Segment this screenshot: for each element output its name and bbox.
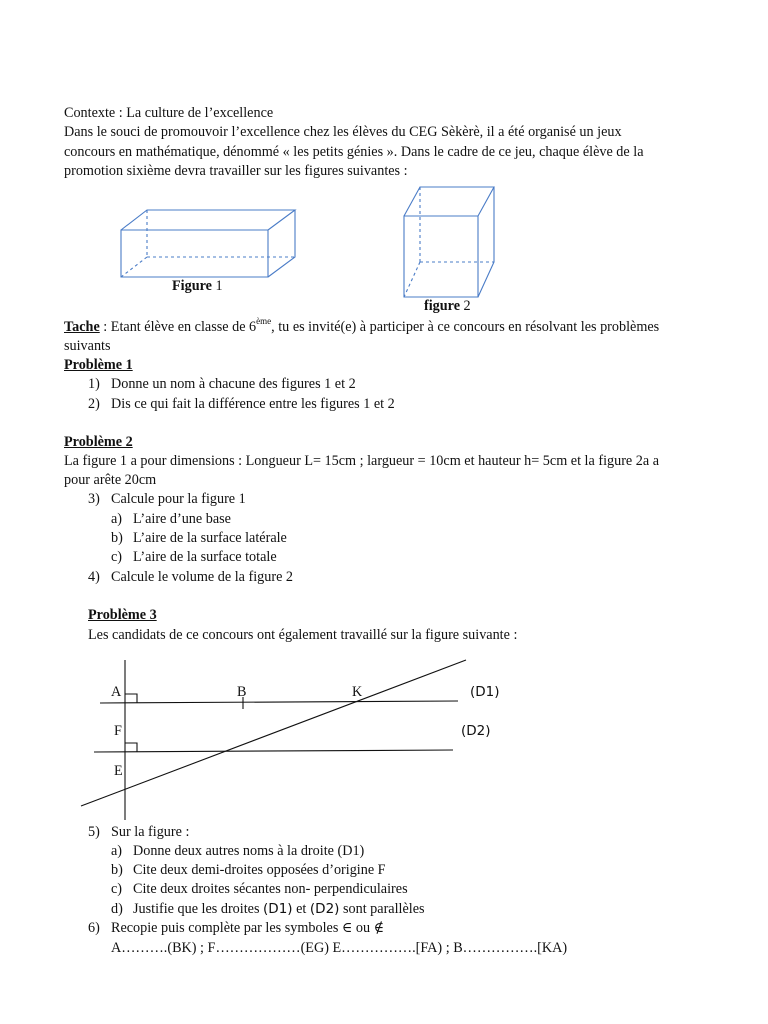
problem-1-item-1-text: Donne un nom à chacune des figures 1 et 2 — [111, 376, 356, 392]
problem-3-title: Problème 3 — [88, 607, 157, 623]
label-k: K — [352, 684, 363, 700]
problem-1-item-1: 1) — [88, 376, 100, 392]
problem-2-line-2: pour arête 20cm — [64, 472, 157, 488]
context-line-3: promotion sixième devra travailler sur les figures suivantes : — [64, 163, 408, 179]
problem-3-sub-d-text: Justifie que les droites (D1) et (D2) sont parallèles — [133, 901, 425, 917]
secant-line — [81, 660, 466, 806]
label-d1: (D1) — [470, 684, 500, 700]
figure-2-caption: figure 2 — [424, 298, 471, 314]
problem-3-intro: Les candidats de ce concours ont également travaillé sur la figure suivante : — [88, 627, 518, 643]
problem-2-sub-c-num: c) — [111, 549, 123, 565]
problem-2-q4-text: Calcule le volume de la figure 2 — [111, 569, 294, 585]
right-angle-mark-a — [125, 694, 137, 703]
problem-3-q6-text: Recopie puis complète par les symboles ∈ ou ∉ — [111, 920, 385, 936]
problem-3-sub-b-num: b) — [111, 862, 123, 878]
label-d2: (D2) — [461, 723, 491, 739]
problem-3-sub-b-text: Cite deux demi-droites opposées d’origine F — [133, 862, 386, 878]
problem-3-sub-d-num: d) — [111, 901, 123, 917]
problem-3-q6-line: A……….(BK) ; F………………(EG) E…………….[FA) ; B…………….[KA) — [111, 940, 568, 956]
line-d2 — [94, 750, 453, 752]
right-angle-mark-f — [125, 743, 137, 752]
problem-1-title: Problème 1 — [64, 357, 133, 373]
problem-3-sub-a-num: a) — [111, 843, 123, 859]
label-a: A — [111, 684, 122, 700]
problem-2-sub-c-text: L’aire de la surface totale — [133, 549, 277, 565]
label-e: E — [114, 763, 123, 779]
line-d1 — [100, 701, 458, 703]
problem-3-q6-num: 6) — [88, 920, 100, 936]
figure-1-caption: Figure 1 — [172, 278, 223, 294]
problem-2-q4-num: 4) — [88, 569, 100, 585]
problem-3-sub-a-text: Donne deux autres noms à la droite (D1) — [133, 843, 365, 859]
problem-3-sub-c-text: Cite deux droites sécantes non- perpendiculaires — [133, 881, 408, 897]
task-line-1: Tache : Etant élève en classe de 6ème, tu es invité(e) à participer à ce concours en résolvant les problèmes — [64, 316, 660, 335]
problem-2-sub-b-num: b) — [111, 530, 123, 546]
context-line-1: Dans le souci de promouvoir l’excellence chez les élèves du CEG Sèkèrè, il a été organisé un jeux — [64, 124, 622, 140]
problem-3-q5-num: 5) — [88, 824, 100, 840]
problem-2-q3-num: 3) — [88, 491, 100, 507]
problem-1-item-2-text: Dis ce qui fait la différence entre les figures 1 et 2 — [111, 396, 395, 412]
problem-3-q5-text: Sur la figure : — [111, 824, 190, 840]
context-title: Contexte : La culture de l’excellence — [64, 105, 274, 121]
label-b: B — [237, 684, 247, 700]
label-f: F — [114, 723, 122, 739]
problem-3-sub-c-num: c) — [111, 881, 123, 897]
problem-2-sub-b-text: L’aire de la surface latérale — [133, 530, 287, 546]
problem-2-line-1: La figure 1 a pour dimensions : Longueur L= 15cm ; largueur = 10cm et hauteur h= 5cm et la figure 2a a — [64, 453, 660, 469]
problem-2-sub-a-num: a) — [111, 511, 123, 527]
problem-2-title: Problème 2 — [64, 434, 133, 450]
problem-1-item-2: 2) — [88, 396, 100, 412]
context-line-2: concours en mathématique, dénommé « les petits génies ». Dans le cadre de ce jeu, chaque élève de la — [64, 144, 644, 160]
task-line-2: suivants — [64, 338, 111, 354]
problem-2-q3-text: Calcule pour la figure 1 — [111, 491, 246, 507]
problem-2-sub-a-text: L’aire d’une base — [133, 511, 231, 527]
